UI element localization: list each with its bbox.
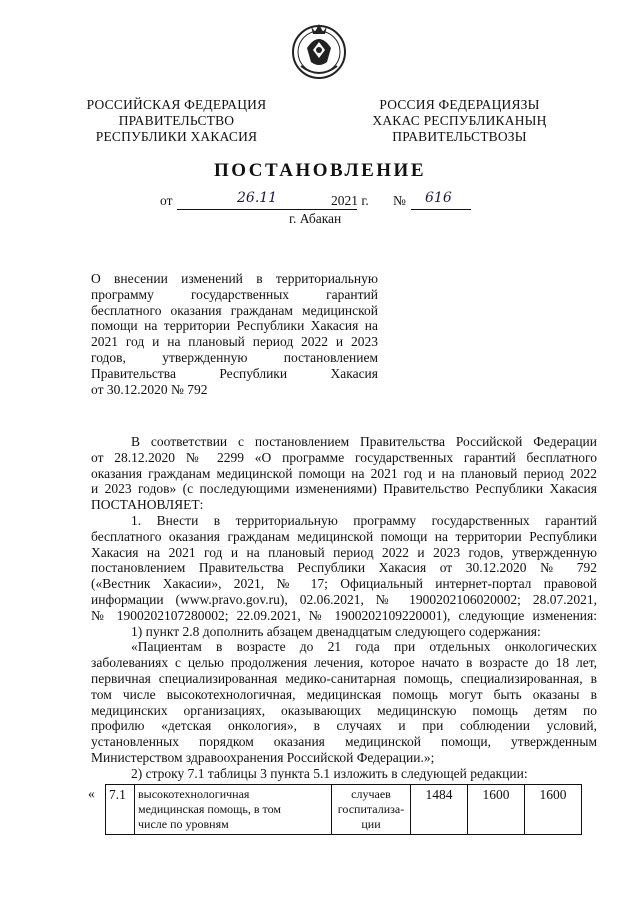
header-left xyxy=(79,97,274,145)
body-line: бесплатного оказания гражданам медицинской помощи на территории Республики xyxy=(91,528,597,544)
handwritten-number: 616 xyxy=(425,190,452,206)
subject-line: программу государственных гарантий xyxy=(91,286,378,302)
date-year: 2021 г. xyxy=(331,193,369,208)
number-label: № xyxy=(393,193,406,208)
body-line: оказания гражданам медицинской помощи на 2021 год и на плановый период 2022 xyxy=(91,465,597,481)
cell-value-2022: 1600 xyxy=(468,785,525,835)
cell-text-line: госпитализа- xyxy=(337,802,405,816)
cell-text-line: случаев xyxy=(351,787,391,801)
body-line: том числе высокотехнологичная, медицинская помощь могут быть оказаны в xyxy=(91,686,597,702)
body-line: первичная специализированная медико-санитарная помощь, специализированная, в xyxy=(91,670,597,686)
body-line: Хакасия на 2021 год и на плановый период 2022 и 2023 годов, утвержденную xyxy=(91,544,597,560)
subject-line: Правительства Республики Хакасия xyxy=(91,365,378,381)
subject-line: годов, утвержденную постановлением xyxy=(91,349,378,365)
cell-row-name xyxy=(135,785,332,835)
cell-text-line: высокотехнологичная xyxy=(138,787,250,801)
header-right xyxy=(362,97,557,145)
cell-unit xyxy=(332,785,411,835)
coat-of-arms-emblem xyxy=(287,18,351,82)
table-row-7-1 xyxy=(105,784,582,835)
cell-value-2023: 1600 xyxy=(525,785,582,835)
date-from-label: от xyxy=(160,193,173,208)
subject-line: бесплатного оказания гражданам медицинской xyxy=(91,302,378,318)
header-right-line: РОССИЯ ФЕДЕРАЦИЯЗЫ xyxy=(379,97,540,112)
body-line: 2) строку 7.1 таблицы 3 пункта 5.1 изложить в следующей редакции: xyxy=(131,765,528,781)
subject-line: О внесении изменений в территориальную xyxy=(91,271,378,286)
body-line: 1. Внести в территориальную программу государственных гарантий xyxy=(131,512,597,528)
body-line: постановлением Правительства Республики Хакасия от 30.12.2020 № 792 xyxy=(91,560,597,576)
header-left-line: ПРАВИТЕЛЬСТВО xyxy=(118,113,235,128)
body-line: информации (www.pravo.gov.ru), 02.06.2021, № 1900202106020002; 28.07.2021, xyxy=(91,591,597,607)
document-body xyxy=(91,434,597,782)
cell-text-line: ции xyxy=(361,817,381,831)
table-row xyxy=(106,785,582,835)
cell-text-line: медицинская помощь, в том xyxy=(138,802,281,816)
body-line: Министерством здравоохранения Российской Федерации.»; xyxy=(91,749,435,765)
body-line: медицинских организациях, оказывающих медицинскую помощь детям по xyxy=(91,702,597,718)
cell-row-number: 7.1 xyxy=(106,785,135,835)
body-line: заболеваниях с целью продолжения лечения, которое начато в возрасте до 18 лет, xyxy=(91,655,597,671)
document-title: ПОСТАНОВЛЕНИЕ xyxy=(213,160,427,181)
header-right-line: ХАКАС РЕСПУБЛИКАНЫҢ xyxy=(372,113,547,128)
table-open-quote: « xyxy=(88,786,95,801)
subject-line: от 30.12.2020 № 792 xyxy=(91,381,208,397)
body-line: В соответствии с постановлением Правительства Российской Федерации xyxy=(131,434,597,449)
date-underline xyxy=(177,209,357,210)
subject-line: помощи на территории Республики Хакасия на xyxy=(91,318,378,334)
body-line: и 2023 годов» (с последующими изменениями) Правительство Республики Хакасия xyxy=(91,481,597,497)
cell-text-line: числе по уровням xyxy=(138,817,229,831)
subject-line: 2021 год и на плановый период 2022 и 2023 xyxy=(91,334,378,350)
city-name: г. Абакан xyxy=(289,211,342,226)
cell-value-2021: 1484 xyxy=(411,785,468,835)
header-left-line: РЕСПУБЛИКИ ХАКАСИЯ xyxy=(95,129,258,144)
body-line: («Вестник Хакасии», 2021, № 17; Официальный интернет-портал правовой xyxy=(91,576,597,592)
body-line: установленных порядком оказания медицинской помощи, утвержденным xyxy=(91,734,597,750)
header-left-line: РОССИЙСКАЯ ФЕДЕРАЦИЯ xyxy=(86,97,267,112)
number-underline xyxy=(411,209,471,210)
document-subject xyxy=(91,271,378,397)
body-line: 1) пункт 2.8 дополнить абзацем двенадцатым следующего содержания: xyxy=(131,623,541,639)
body-line: «Пациентам в возрасте до 21 года при отдельных онкологических xyxy=(131,639,597,655)
body-line: № 1900202107280002; 22.09.2021, № 1900202109220001), следующие изменения: xyxy=(91,607,597,623)
body-line: ПОСТАНОВЛЯЕТ: xyxy=(91,497,204,513)
body-line: профилю «детская онкология», в случаях и при соблюдении условий, xyxy=(91,718,597,734)
header-right-line: ПРАВИТЕЛЬСТВОЗЫ xyxy=(392,129,527,144)
handwritten-date: 26.11 xyxy=(237,190,278,206)
body-line: от 28.12.2020 № 2299 «О программе государственных гарантий бесплатного xyxy=(91,449,597,465)
